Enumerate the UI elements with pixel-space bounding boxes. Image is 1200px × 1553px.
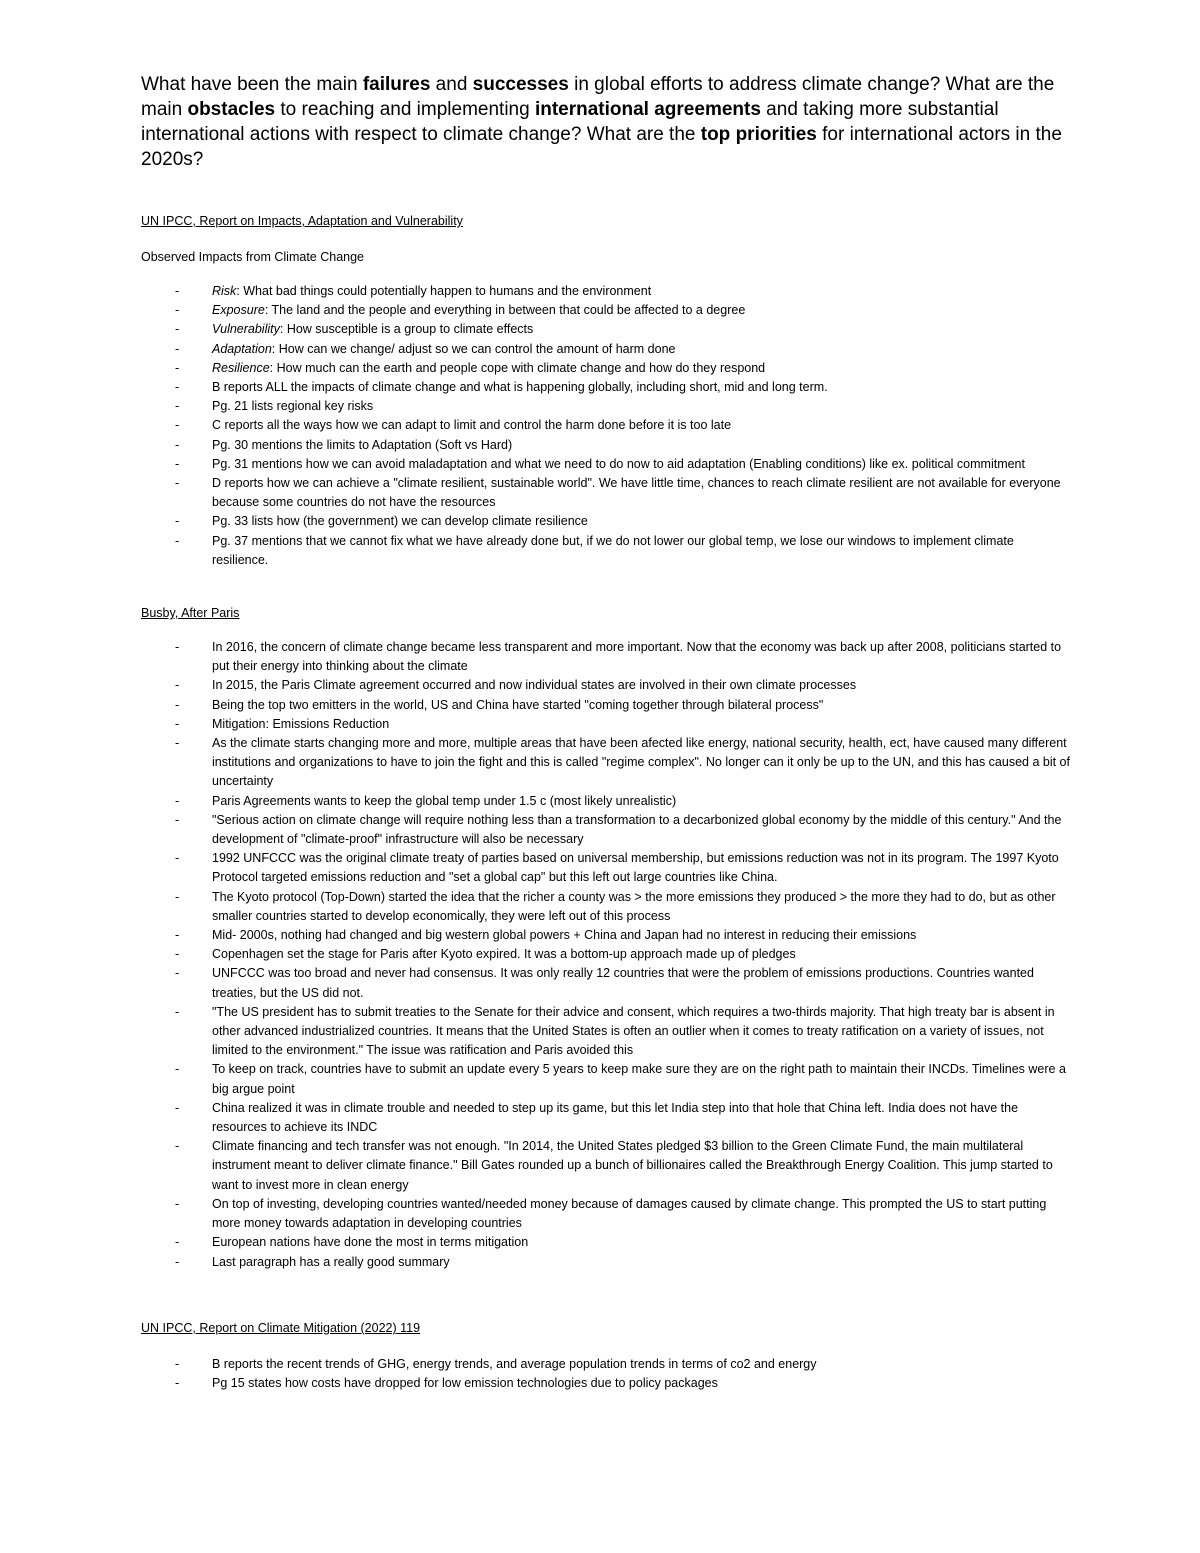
bullet-dash: - xyxy=(175,1376,180,1391)
bullet-dash: - xyxy=(175,360,180,375)
list-item xyxy=(141,696,1071,715)
item-text: In 2015, the Paris Climate agreement occurred and now individual states are involved in their own climate processes xyxy=(212,678,857,693)
item-text: Mid- 2000s, nothing had changed and big western global powers + China and Japan had no interest in reducing their emissions xyxy=(212,928,917,943)
list-item xyxy=(141,964,1071,1002)
term-label: Adaptation xyxy=(212,341,272,356)
bullet-dash: - xyxy=(175,793,180,808)
item-text: : The land and the people and everything in between that could be affected to a degree xyxy=(264,303,746,318)
mitigation-bullet-list xyxy=(141,1355,1071,1393)
question-keyword: failures xyxy=(362,74,431,95)
term-label: Resilience xyxy=(212,360,270,375)
list-item xyxy=(141,926,1071,945)
term-label: Vulnerability xyxy=(212,322,280,337)
item-text: Pg. 33 lists how (the government) we can develop climate resilience xyxy=(212,514,588,529)
item-text: Pg. 30 mentions the limits to Adaptation (Soft vs Hard) xyxy=(212,437,513,452)
question-text: What have been the main xyxy=(141,74,363,95)
section-subheading: Observed Impacts from Climate Change xyxy=(141,250,365,264)
bullet-dash: - xyxy=(175,1235,180,1250)
item-text: Pg. 21 lists regional key risks xyxy=(212,399,374,414)
bullet-dash: - xyxy=(175,716,180,731)
item-text: Last paragraph has a really good summary xyxy=(212,1254,450,1269)
list-item xyxy=(141,734,1071,792)
item-text: : How susceptible is a group to climate effects xyxy=(279,322,534,337)
bullet-dash: - xyxy=(175,678,180,693)
item-text: : What bad things could potentially happen to humans and the environment xyxy=(236,284,652,298)
item-text: Being the top two emitters in the world, US and China have started "coming together through bilateral process" xyxy=(212,697,824,712)
bullet-dash: - xyxy=(175,341,180,356)
list-item xyxy=(141,792,1071,811)
list-item xyxy=(141,378,1071,397)
item-text: Paris Agreements wants to keep the global temp under 1.5 c (most likely unrealistic) xyxy=(212,793,677,808)
bullet-dash: - xyxy=(175,437,180,452)
question-paragraph xyxy=(141,72,1066,172)
list-item xyxy=(141,1060,1071,1098)
term-label: Risk xyxy=(212,284,237,298)
item-text: The Kyoto protocol (Top-Down) started the idea that the richer a county was > the more emissions they produced > the more they had to do, but as other smaller countries started to develop economically, they were left out of this process xyxy=(212,889,1056,923)
item-text: UNFCCC was too broad and never had consensus. It was only really 12 countries that were the problem of emissions productions. Countries wanted treaties, but the US did not. xyxy=(212,966,1034,1000)
bullet-dash: - xyxy=(175,476,180,491)
list-item xyxy=(141,416,1071,435)
item-text: B reports the recent trends of GHG, energy trends, and average population trends in terms of co2 and energy xyxy=(212,1357,817,1371)
list-item xyxy=(141,1253,1071,1272)
list-item xyxy=(141,474,1071,512)
list-item xyxy=(141,301,1071,320)
bullet-dash: - xyxy=(175,966,180,981)
list-item xyxy=(141,1099,1071,1137)
list-item xyxy=(141,436,1071,455)
list-item xyxy=(141,1137,1071,1195)
item-text: In 2016, the concern of climate change became less transparent and more important. Now that the economy was back up after 2008, politicians started to put their energy into thinking about the climate xyxy=(212,640,1062,674)
list-item xyxy=(141,676,1071,695)
question-text: and xyxy=(430,74,473,95)
bullet-dash: - xyxy=(175,928,180,943)
bullet-dash: - xyxy=(175,399,180,414)
bullet-dash: - xyxy=(175,380,180,395)
item-text: Pg 15 states how costs have dropped for low emission technologies due to policy packages xyxy=(212,1376,718,1391)
item-text: 1992 UNFCCC was the original climate treaty of parties based on universal membership, but emissions reduction was not in its program. The 1997 Kyoto Protocol targeted emissions reduction and "set a global cap" but this left out large countries like China. xyxy=(212,851,1059,885)
bullet-dash: - xyxy=(175,640,180,654)
list-item xyxy=(141,532,1071,570)
bullet-dash: - xyxy=(175,1100,180,1115)
item-text: "Serious action on climate change will require nothing less than a transformation to a decarbonized global economy by the middle of this century." And the development of "climate-proof" infrastructure will also be necessary xyxy=(212,812,1062,847)
list-item xyxy=(141,888,1071,926)
section-heading-busby: Busby, After Paris xyxy=(141,606,240,620)
bullet-dash: - xyxy=(175,1357,180,1371)
section-heading-ipcc-mitigation: UN IPCC, Report on Climate Mitigation (2022) 119 xyxy=(141,1321,421,1335)
list-item xyxy=(141,320,1071,339)
list-item xyxy=(141,359,1071,378)
list-item xyxy=(141,397,1071,416)
item-text: Pg. 37 mentions that we cannot fix what we have already done but, if we do not lower our global temp, we lose our windows to implement climate resilience. xyxy=(212,533,1014,567)
list-item xyxy=(141,1233,1071,1252)
bullet-dash: - xyxy=(175,947,180,962)
question-text: for international actors in the 2020s? xyxy=(141,124,1062,170)
item-text: On top of investing, developing countries wanted/needed money because of damages caused by climate change. This prompted the US to start putting more money towards adaptation in developing countries xyxy=(212,1196,1047,1231)
question-keyword: successes xyxy=(472,74,569,95)
bullet-dash: - xyxy=(175,736,180,751)
bullet-dash: - xyxy=(175,418,180,433)
list-item xyxy=(141,340,1071,359)
bullet-dash: - xyxy=(175,1062,180,1077)
question-keyword: obstacles xyxy=(187,99,276,120)
bullet-dash: - xyxy=(175,697,180,712)
item-text: As the climate starts changing more and more, multiple areas that have been afected like energy, national security, health, ect, have caused many different institutions and organizations to have to join the fight and this is called "regime complex". No longer can it only be up to the UN, and this has caused a bit of uncertainty xyxy=(212,736,1070,789)
item-text: China realized it was in climate trouble and needed to step up its game, but this let India step into that hole that China left. India does not have the resources to achieve its INDC xyxy=(212,1100,1019,1135)
list-item xyxy=(141,811,1071,849)
term-label: Exposure xyxy=(212,303,265,318)
bullet-dash: - xyxy=(175,1196,180,1211)
item-text: : How can we change/ adjust so we can control the amount of harm done xyxy=(271,341,676,356)
bullet-dash: - xyxy=(175,456,180,471)
item-text: To keep on track, countries have to submit an update every 5 years to keep make sure they are on the right path to maintain their INCDs. Timelines were a big argue point xyxy=(212,1062,1066,1096)
list-item xyxy=(141,512,1071,531)
bullet-dash: - xyxy=(175,1139,180,1154)
question-keyword: top priorities xyxy=(700,124,817,145)
question-text: and taking more substantial international actions with respect to climate change? What are the xyxy=(141,99,999,145)
item-text: Climate financing and tech transfer was not enough. "In 2014, the United States pledged $3 billion to the Green Climate Fund, the main multilateral instrument meant to deliver climate finance." Bill Gates rounded up a bunch of billionaires called the Breakthrough Energy Coalition. This jump started to want to invest more in clean energy xyxy=(212,1139,1053,1192)
item-text: Copenhagen set the stage for Paris after Kyoto expired. It was a bottom-up approach made up of pledges xyxy=(212,947,796,962)
bullet-dash: - xyxy=(175,322,180,337)
list-item xyxy=(141,1355,1071,1374)
list-item xyxy=(141,945,1071,964)
item-text: Mitigation: Emissions Reduction xyxy=(212,716,390,731)
list-item xyxy=(141,715,1071,734)
bullet-dash: - xyxy=(175,1004,180,1019)
question-text: to reaching and implementing xyxy=(275,99,535,120)
impacts-bullet-list xyxy=(141,282,1071,570)
bullet-dash: - xyxy=(175,284,180,298)
list-item xyxy=(141,1195,1071,1233)
bullet-dash: - xyxy=(175,1254,180,1269)
bullet-dash: - xyxy=(175,514,180,529)
bullet-dash: - xyxy=(175,812,180,827)
item-text: European nations have done the most in terms mitigation xyxy=(212,1235,529,1250)
question-keyword: international agreements xyxy=(534,99,761,120)
busby-bullet-list xyxy=(141,638,1071,1272)
item-text: B reports ALL the impacts of climate change and what is happening globally, including short, mid and long term. xyxy=(212,380,828,395)
bullet-dash: - xyxy=(175,533,180,548)
item-text: C reports all the ways how we can adapt to limit and control the harm done before it is too late xyxy=(212,418,732,433)
list-item xyxy=(141,638,1071,676)
list-item xyxy=(141,849,1071,887)
item-text: : How much can the earth and people cope with climate change and how do they respond xyxy=(269,360,766,375)
list-item xyxy=(141,1003,1071,1061)
question-text: in global efforts to address climate change? What are the main xyxy=(141,74,1055,120)
section-heading-ipcc-impacts: UN IPCC, Report on Impacts, Adaptation and Vulnerability xyxy=(141,214,463,228)
list-item xyxy=(141,1374,1071,1393)
bullet-dash: - xyxy=(175,851,180,866)
item-text: D reports how we can achieve a "climate resilient, sustainable world". We have little time, chances to reach climate resilient are not available for everyone because some countries do not have the resources xyxy=(212,476,1061,510)
list-item xyxy=(141,282,1071,301)
item-text: Pg. 31 mentions how we can avoid maladaptation and what we need to do now to aid adaptation (Enabling conditions) like ex. political commitment xyxy=(212,456,1025,471)
list-item xyxy=(141,455,1071,474)
bullet-dash: - xyxy=(175,889,180,904)
bullet-dash: - xyxy=(175,303,180,318)
item-text: "The US president has to submit treaties to the Senate for their advice and consent, which requires a two-thirds majority. That high treaty bar is absent in other advanced industrialized countries. It means that the United States is often an outlier when it comes to treaty ratification on a variety of issues, not limited to the environment." The issue was ratification and Paris avoided this xyxy=(212,1004,1055,1058)
